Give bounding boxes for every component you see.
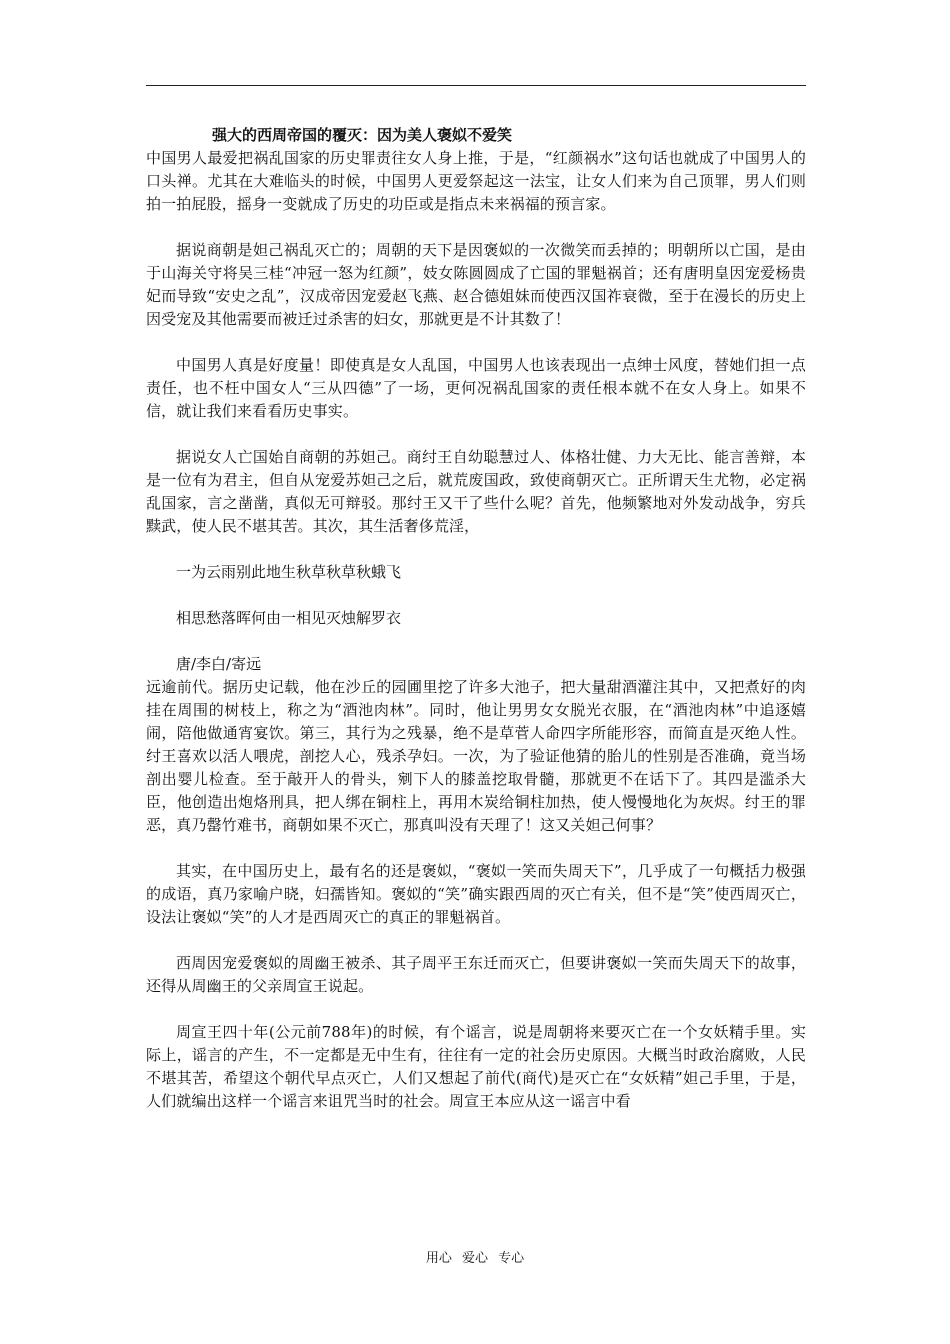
header-rule — [146, 85, 806, 86]
paragraph-3: 中国男人真是好度量！即使真是女人乱国，中国男人也该表现出一点绅士风度，替她们担一点责任，也不枉中国女人“三从四德”了一场，更何况祸乱国家的责任根本就不在女人身上。如果不信，就让我们来看看历史事实。 — [146, 356, 806, 420]
paragraph-7: 西周因宠爱褒姒的周幽王被杀、其子周平王东迁而灭亡，但要讲褒姒一笑而失周天下的故事，还得从周幽王的父亲周宣王说起。 — [146, 954, 806, 995]
paragraph-5: 远逾前代。据历史记载，他在沙丘的园圃里挖了许多大池子，把大量甜酒灌注其中，又把煮好的肉挂在周围的树枝上，称之为“酒池肉林”。同时，他让男男女女脱光衣服，在“酒池肉林”中追逐嬉闹，陪他做通宵宴饮。第三，其行为之残暴，绝不是草菅人命四字所能形容，而简直是灭绝人性。纣王喜欢以活人喂虎，剖挖人心，残杀孕妇。一次，为了验证他猜的胎儿的性别是否准确，竟当场剖出婴儿检查。至于敲开人的骨头，剜下人的膝盖挖取骨髓，那就更不在话下了。其四是滥杀大臣，他创造出炮烙刑具，把人绑在铜柱上，再用木炭给铜柱加热，使人慢慢地化为灰烬。纣王的罪恶，真乃罄竹难书，商朝如果不灭亡，那真叫没有天理了！这又关妲己何事？ — [146, 678, 806, 834]
verse-line-2: 相思愁落晖何由一相见灭烛解罗衣 — [176, 609, 402, 627]
verse-attribution: 唐/李白/寄远 — [176, 655, 262, 673]
paragraph-2: 据说商朝是妲己祸乱灭亡的；周朝的天下是因褒姒的一次微笑而丢掉的；明朝所以亡国，是由于山海关守将吴三桂“冲冠一怒为红颜”，妓女陈圆圆成了亡国的罪魁祸首；还有唐明皇因宠爱杨贵妃而导致“安史之乱”，汉成帝因宠爱赵飞燕、赵合德姐妹而使西汉国祚衰微，至于在漫长的历史上因受宠及其他需要而被迁过杀害的妇女，那就更是不计其数了！ — [146, 241, 806, 328]
page-footer: 用心 爱心 专心 — [425, 1251, 525, 1266]
paragraph-4: 据说女人亡国始自商朝的苏妲己。商纣王自幼聪慧过人、体格壮健、力大无比、能言善辩，本是一位有为君主，但自从宠爱苏妲己之后，就荒废国政，致使商朝灭亡。正所谓天生尤物，必定祸乱国家，言之凿凿，真似无可辩驳。那纣王又干了些什么呢？首先，他频繁地对外发动战争，穷兵黩武，使人民不堪其苦。其次，其生活奢侈荒淫， — [146, 448, 806, 535]
verse-line-1: 一为云雨别此地生秋草秋草秋蛾飞 — [176, 563, 402, 581]
article-title: 强大的西周帝国的覆灭：因为美人褒姒不爱笑 — [212, 126, 513, 144]
paragraph-6: 其实，在中国历史上，最有名的还是褒姒，“褒姒一笑而失周天下”，几乎成了一句概括力极强的成语，真乃家喻户晓，妇孺皆知。褒姒的“笑”确实跟西周的灭亡有关，但不是“笑”使西周灭亡，设法让褒姒“笑”的人才是西周灭亡的真正的罪魁祸首。 — [146, 862, 806, 926]
document-body — [146, 124, 806, 1113]
paragraph-1: 中国男人最爱把祸乱国家的历史罪责往女人身上推，于是，“红颜祸水”这句话也就成了中国男人的口头禅。尤其在大难临头的时候，中国男人更爱祭起这一法宝，让女人们来为自己顶罪，男人们则拍一拍屁股，摇身一变就成了历史的功臣或是指点未来祸福的预言家。 — [146, 149, 806, 213]
paragraph-8: 周宣王四十年(公元前788年)的时候，有个谣言，说是周朝将来要灭亡在一个女妖精手里。实际上，谣言的产生，不一定都是无中生有，往往有一定的社会历史原因。大概当时政治腐败，人民不堪其苦，希望这个朝代早点灭亡，人们又想起了前代(商代)是灭亡在“女妖精”妲己手里，于是，人们就编出这样一个谣言来诅咒当时的社会。周宣王本应从这一谣言中看 — [146, 1023, 806, 1110]
